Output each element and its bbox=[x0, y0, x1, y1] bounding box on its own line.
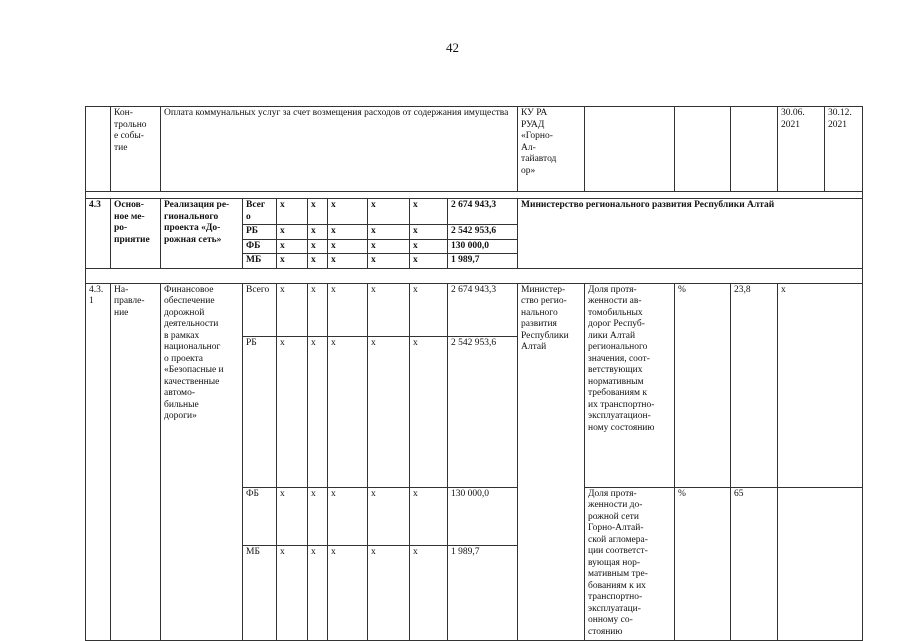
indicator-name: Доля протя- женности ав- томобильных дорог Респуб- лики Алтай регионального значения, соот- ветствующих нормативным требованиям к их транспортно- эксплуатацион- ному состоянию bbox=[585, 283, 675, 487]
cell-mark: х bbox=[410, 545, 448, 640]
funding-source: ФБ bbox=[243, 239, 277, 254]
cell-mark: х bbox=[308, 254, 328, 269]
indicator-unit: % bbox=[675, 487, 731, 640]
cell-mark: х bbox=[277, 545, 308, 640]
cell-mark: х bbox=[308, 225, 328, 240]
funding-total: 2 542 953,6 bbox=[448, 225, 518, 240]
indicator-mark bbox=[778, 487, 863, 640]
cell-mark: х bbox=[277, 199, 308, 225]
cell-mark: х bbox=[308, 336, 328, 487]
direction-type: На- правле- ние bbox=[111, 283, 161, 640]
empty-cell bbox=[731, 107, 778, 192]
cell-mark: х bbox=[277, 487, 308, 545]
cell-mark: х bbox=[328, 336, 368, 487]
cell-mark: х bbox=[328, 545, 368, 640]
table-row bbox=[86, 199, 863, 225]
funding-source: Всего bbox=[243, 283, 277, 336]
cell-mark: х bbox=[277, 239, 308, 254]
cell-mark: х bbox=[410, 336, 448, 487]
cell-mark: х bbox=[328, 239, 368, 254]
funding-source: МБ bbox=[243, 545, 277, 640]
cell-mark: х bbox=[328, 199, 368, 225]
funding-total: 130 000,0 bbox=[448, 487, 518, 545]
funding-total: 2 674 943,3 bbox=[448, 283, 518, 336]
funding-total: 2 542 953,6 bbox=[448, 336, 518, 487]
event-end-date: 30.12. 2021 bbox=[825, 107, 863, 192]
cell-mark: х bbox=[328, 487, 368, 545]
funding-source: Всег о bbox=[243, 199, 277, 225]
cell-mark: х bbox=[368, 225, 410, 240]
cell-mark: х bbox=[368, 239, 410, 254]
activity-name: Реализация ре- гионального проекта «До- рожная сеть» bbox=[161, 199, 243, 269]
cell-mark: х bbox=[277, 336, 308, 487]
indicator-value: 65 bbox=[731, 487, 778, 640]
cell-mark: х bbox=[410, 487, 448, 545]
table-row bbox=[86, 283, 863, 336]
indicator-mark: х bbox=[778, 283, 863, 487]
cell-mark: х bbox=[410, 239, 448, 254]
row-number: 4.3 bbox=[86, 199, 111, 269]
funding-total: 2 674 943,3 bbox=[448, 199, 518, 225]
row-separator bbox=[86, 268, 863, 283]
event-start-date: 30.06. 2021 bbox=[778, 107, 825, 192]
cell-mark: х bbox=[410, 283, 448, 336]
activity-responsible: Министерство регионального развития Республики Алтай bbox=[518, 199, 863, 269]
funding-source: РБ bbox=[243, 225, 277, 240]
cell-mark: х bbox=[328, 254, 368, 269]
funding-total: 1 989,7 bbox=[448, 545, 518, 640]
funding-source: МБ bbox=[243, 254, 277, 269]
direction-responsible: Министер- ство регио- нального развития Республики Алтай bbox=[518, 283, 585, 640]
row-number bbox=[86, 107, 111, 192]
empty-cell bbox=[675, 107, 731, 192]
event-responsible: КУ РА РУАД «Горно- Ал- тайавтод ор» bbox=[518, 107, 585, 192]
cell-mark: х bbox=[308, 545, 328, 640]
indicator-value: 23,8 bbox=[731, 283, 778, 487]
activity-type: Основ- ное ме- ро- приятие bbox=[111, 199, 161, 269]
program-table bbox=[85, 106, 863, 641]
page-number: 42 bbox=[446, 40, 459, 55]
cell-mark: х bbox=[277, 254, 308, 269]
funding-total: 1 989,7 bbox=[448, 254, 518, 269]
cell-mark: х bbox=[368, 487, 410, 545]
event-type: Кон- трольно е собы- тие bbox=[111, 107, 161, 192]
cell-mark: х bbox=[308, 487, 328, 545]
cell-mark: х bbox=[277, 225, 308, 240]
event-name: Оплата коммунальных услуг за счет возмещения расходов от содержания имущества bbox=[161, 107, 518, 192]
row-separator bbox=[86, 192, 863, 199]
cell-mark: х bbox=[368, 336, 410, 487]
empty-cell bbox=[585, 107, 675, 192]
cell-mark: х bbox=[368, 254, 410, 269]
funding-source: ФБ bbox=[243, 487, 277, 545]
direction-name: Финансовое обеспечение дорожной деятельности в рамках национальног о проекта «Безопасные и качественные автомо- бильные дороги» bbox=[161, 283, 243, 640]
cell-mark: х bbox=[410, 225, 448, 240]
indicator-name: Доля протя- женности до- рожной сети Горно-Алтай- ской агломера- ции соответст- вующая нор- мативным тре- бованиям к их транспортно- эксплуатаци- онному со- стоянию bbox=[585, 487, 675, 640]
table-row bbox=[86, 107, 863, 192]
cell-mark: х bbox=[277, 283, 308, 336]
cell-mark: х bbox=[308, 239, 328, 254]
cell-mark: х bbox=[308, 283, 328, 336]
cell-mark: х bbox=[308, 199, 328, 225]
cell-mark: х bbox=[368, 545, 410, 640]
indicator-unit: % bbox=[675, 283, 731, 487]
cell-mark: х bbox=[328, 225, 368, 240]
cell-mark: х bbox=[410, 254, 448, 269]
row-number: 4.3. 1 bbox=[86, 283, 111, 640]
cell-mark: х bbox=[410, 199, 448, 225]
cell-mark: х bbox=[368, 283, 410, 336]
cell-mark: х bbox=[368, 199, 410, 225]
funding-source: РБ bbox=[243, 336, 277, 487]
funding-total: 130 000,0 bbox=[448, 239, 518, 254]
cell-mark: х bbox=[328, 283, 368, 336]
